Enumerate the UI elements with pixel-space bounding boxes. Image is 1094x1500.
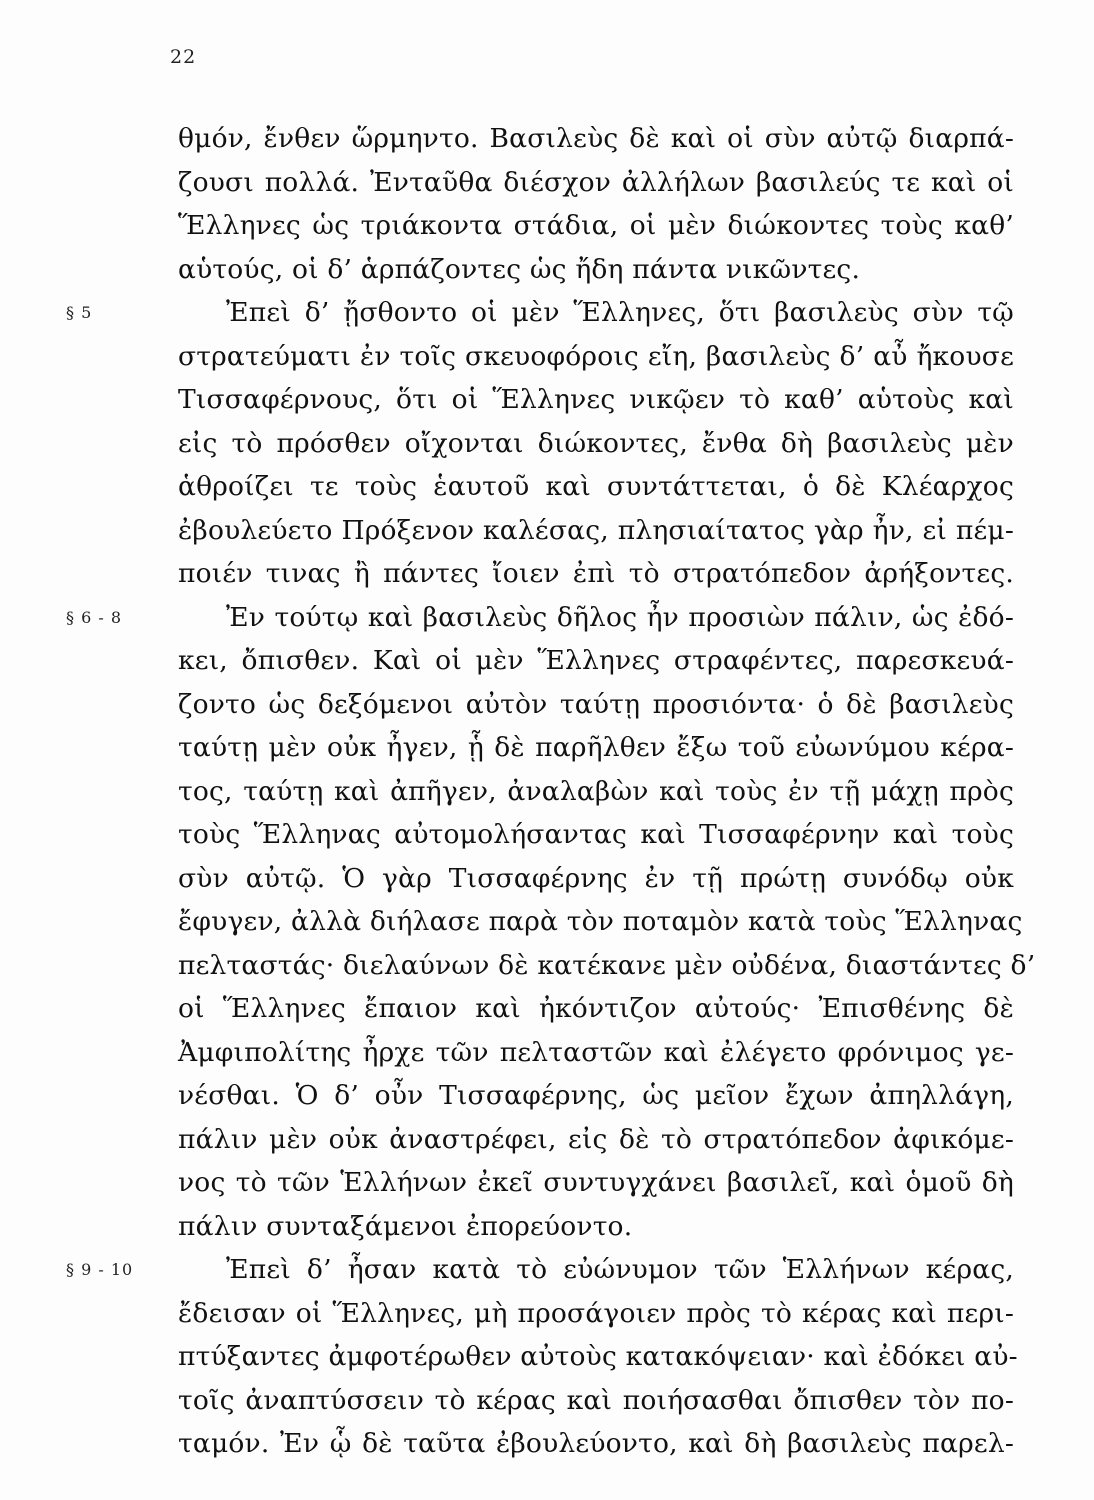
text-line: Τισσαφέρνους, ὅτι οἱ Ἕλληνες νικῷεν τὸ καθ’ αὑτοὺς καὶ bbox=[178, 384, 1014, 415]
text-line: ἐβουλεύετο Πρόξενον καλέσας, πλησιαίτατος γὰρ ἦν, εἰ πέμ- bbox=[178, 514, 1014, 546]
text-line: Ἐπεὶ δ’ ἦσαν κατὰ τὸ εὐώνυμον τῶν Ἑλλήνων κέρας, § 9 - 10 bbox=[178, 1248, 1014, 1292]
text-line: πάλιν συνταξάμενοι ἐπορεύοντο. bbox=[178, 1210, 633, 1242]
text-line: ἁθροίζει τε τοὺς ἑαυτοῦ καὶ συντάττεται, ὁ δὲ Κλέαρχος bbox=[178, 471, 1014, 502]
text-line: ζοντο ὡς δεξόμενοι αὐτὸν ταύτῃ προσιόντα· ὁ δὲ βασιλεὺς bbox=[178, 688, 1014, 720]
text-line: ἔδεισαν οἱ Ἕλληνες, μὴ προσάγοιεν πρὸς τὸ κέρας καὶ περι- bbox=[178, 1297, 1014, 1329]
page-number: 22 bbox=[170, 46, 197, 68]
text-line: ταμόν. Ἐν ᾧ δὲ ταῦτα ἐβουλεύοντο, καὶ δὴ βασιλεὺς παρελ- bbox=[178, 1428, 1014, 1459]
text-line: πτύξαντες ἀμφοτέρωθεν αὐτοὺς κατακόψειαν· καὶ ἐδόκει αὐ- bbox=[178, 1341, 1018, 1372]
text-line: νος τὸ τῶν Ἑλλήνων ἐκεῖ συντυγχάνει βασιλεῖ, καὶ ὁμοῦ δὴ bbox=[178, 1167, 1014, 1198]
text-line: πελταστάς· διελαύνων δὲ κατέκανε μὲν οὐδένα, διαστάντες δ’ bbox=[178, 949, 1036, 981]
text-line: ταύτῃ μὲν οὐκ ἦγεν, ᾗ δὲ παρῆλθεν ἔξω τοῦ εὐωνύμου κέρα- bbox=[178, 732, 1014, 763]
text-line: οἱ Ἕλληνες ἔπαιον καὶ ἠκόντιζον αὐτούς· Ἐπισθένης δὲ bbox=[178, 993, 1014, 1024]
greek-text-body bbox=[66, 117, 1036, 1466]
text-line: αὑτούς, οἱ δ’ ἁρπάζοντες ὡς ἤδη πάντα νικῶντες. bbox=[178, 253, 861, 285]
text-line: Ἐν τούτῳ καὶ βασιλεὺς δῆλος ἦν προσιὼν πάλιν, ὡς ἐδό- § 6 - 8 bbox=[178, 596, 1014, 640]
text-line: νέσθαι. Ὁ δ’ οὖν Τισσαφέρνης, ὡς μεῖον ἔχων ἀπηλλάγη, bbox=[178, 1080, 1014, 1111]
text-line: τος, ταύτῃ καὶ ἀπῆγεν, ἀναλαβὼν καὶ τοὺς ἐν τῇ μάχῃ πρὸς bbox=[178, 775, 1014, 807]
text-line: Ἀμφιπολίτης ἦρχε τῶν πελταστῶν καὶ ἐλέγετο φρόνιμος γε- bbox=[178, 1036, 1014, 1068]
text-line: θμόν, ἔνθεν ὥρμηντο. Βασιλεὺς δὲ καὶ οἱ σὺν αὐτῷ διαρπά- bbox=[178, 123, 1014, 154]
section-marker: § 5 bbox=[66, 303, 93, 322]
text-line: στρατεύματι ἐν τοῖς σκευοφόροις εἴη, βασιλεὺς δ’ αὖ ἤκουσε bbox=[178, 340, 1014, 372]
text-line: ζουσι πολλά. Ἐνταῦθα διέσχον ἀλλήλων βασιλεύς τε καὶ οἱ bbox=[178, 166, 1014, 198]
text-line: ἔφυγεν, ἀλλὰ διήλασε παρὰ τὸν ποταμὸν κατὰ τοὺς Ἕλληνας bbox=[178, 906, 1023, 937]
text-line: ποιέν τινας ἢ πάντες ἴοιεν ἐπὶ τὸ στρατόπεδον ἀρήξοντες. bbox=[178, 558, 1014, 589]
text-line: Ἕλληνες ὡς τριάκοντα στάδια, οἱ μὲν διώκοντες τοὺς καθ’ bbox=[178, 210, 1014, 241]
text-line: σὺν αὐτῷ. Ὁ γὰρ Τισσαφέρνης ἐν τῇ πρώτῃ συνόδῳ οὐκ bbox=[178, 862, 1014, 894]
text-line: τοῖς ἀναπτύσσειν τὸ κέρας καὶ ποιήσασθαι ὄπισθεν τὸν πο- bbox=[178, 1384, 1014, 1416]
section-marker: § 6 - 8 bbox=[66, 607, 123, 627]
text-line: τοὺς Ἕλληνας αὐτομολήσαντας καὶ Τισσαφέρνην καὶ τοὺς bbox=[178, 819, 1014, 850]
text-line: κει, ὄπισθεν. Καὶ οἱ μὲν Ἕλληνες στραφέντες, παρεσκευά- bbox=[178, 645, 1014, 676]
text-line: πάλιν μὲν οὐκ ἀναστρέφει, εἰς δὲ τὸ στρατόπεδον ἀφικόμε- bbox=[178, 1123, 1014, 1155]
section-marker: § 9 - 10 bbox=[66, 1260, 134, 1279]
text-line: εἰς τὸ πρόσθεν οἴχονται διώκοντες, ἔνθα δὴ βασιλεὺς μὲν bbox=[178, 427, 1014, 459]
text-line: Ἐπεὶ δ’ ᾔσθοντο οἱ μὲν Ἕλληνες, ὅτι βασιλεὺς σὺν τῷ § 5 bbox=[178, 291, 1014, 335]
